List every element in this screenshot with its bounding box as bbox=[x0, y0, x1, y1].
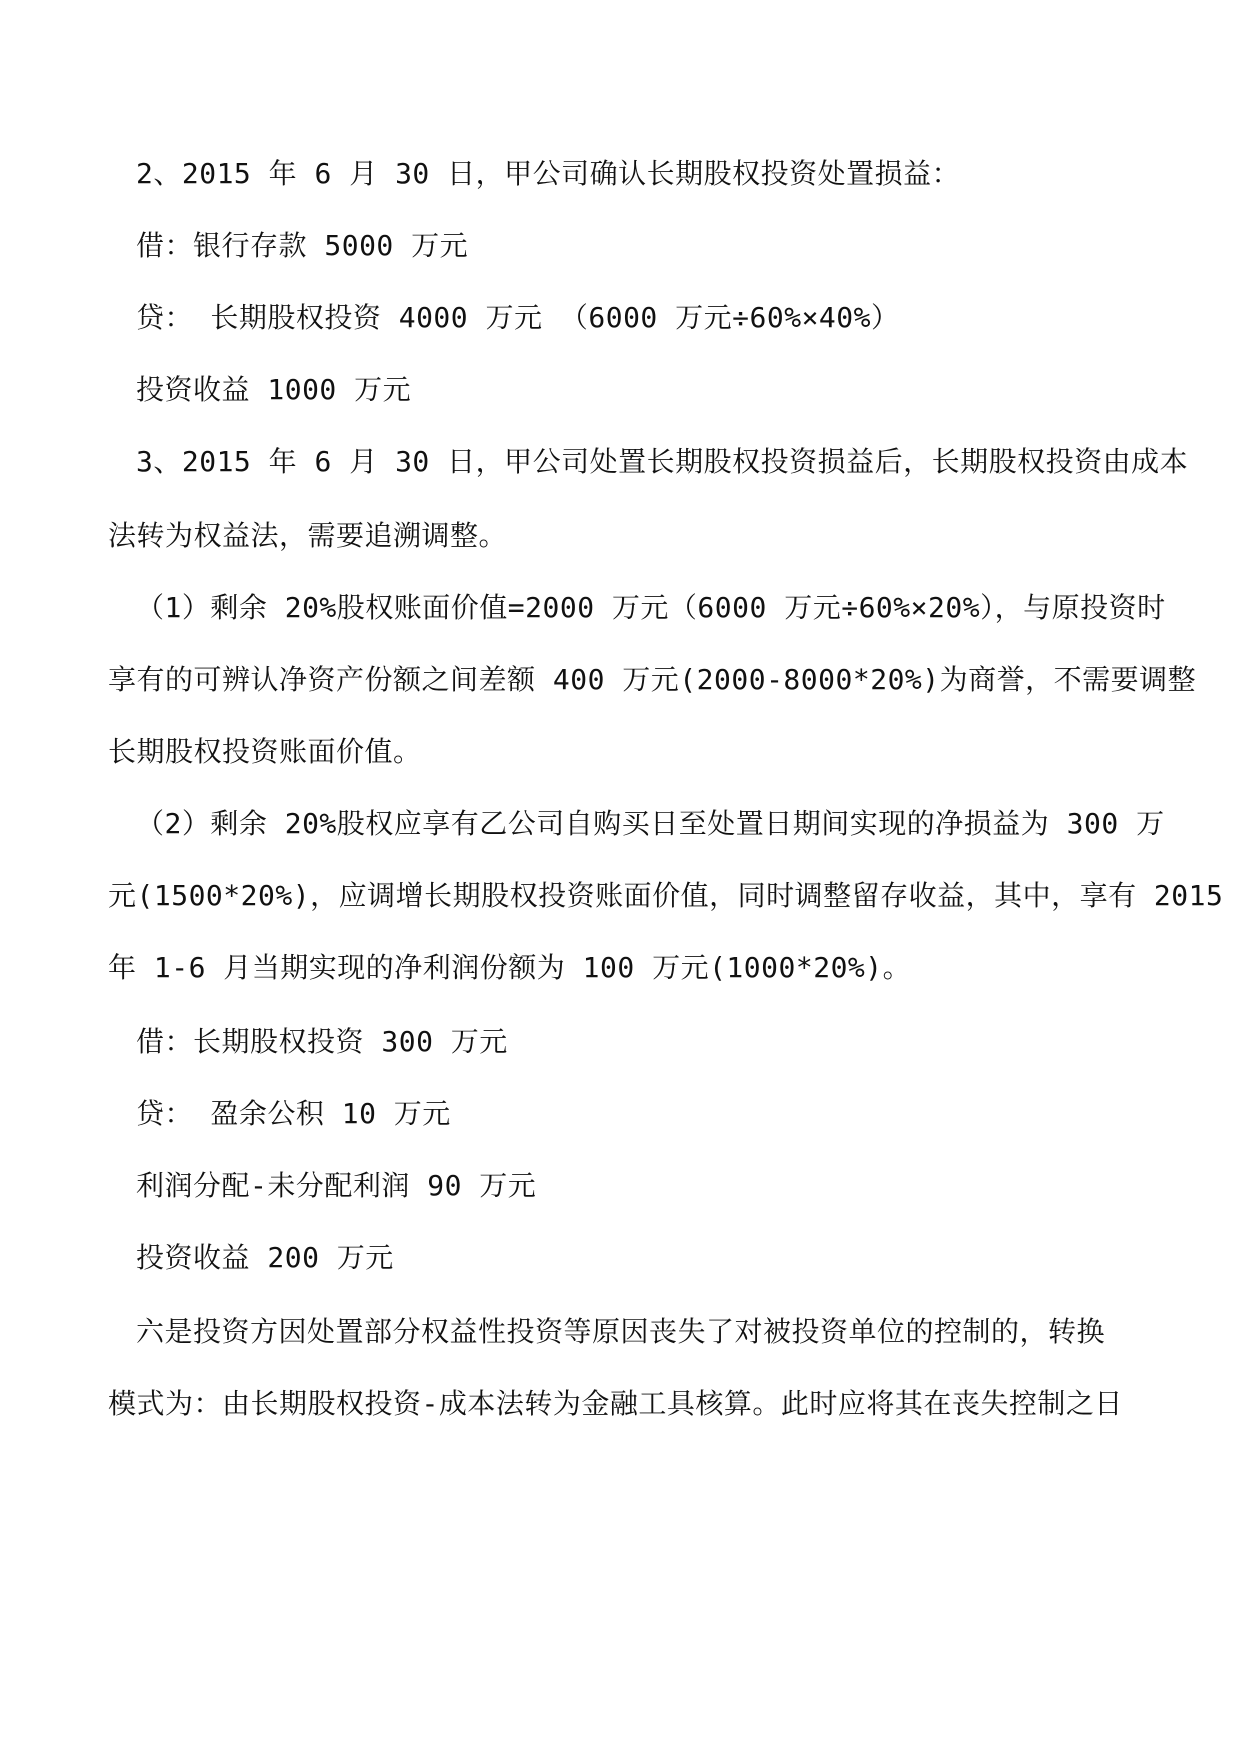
paragraph-line: 投资收益 1000 万元 bbox=[136, 373, 412, 406]
paragraph-line: 借：长期股权投资 300 万元 bbox=[136, 1025, 508, 1058]
paragraph-line: 贷： 盈余公积 10 万元 bbox=[136, 1097, 451, 1130]
paragraph-line: （1）剩余 20%股权账面价值=2000 万元（6000 万元÷60%×20%），与原投资时 bbox=[136, 591, 1166, 624]
paragraph-line: 长期股权投资账面价值。 bbox=[108, 735, 422, 768]
paragraph-line: 借：银行存款 5000 万元 bbox=[136, 229, 469, 262]
paragraph-line: 享有的可辨认净资产份额之间差额 400 万元(2000-8000*20%)为商誉，不需要调整 bbox=[108, 663, 1197, 696]
paragraph-line: 六是投资方因处置部分权益性投资等原因丧失了对被投资单位的控制的，转换 bbox=[136, 1315, 1106, 1348]
paragraph-line: 元(1500*20%)，应调增长期股权投资账面价值，同时调整留存收益，其中，享有 2015 bbox=[108, 879, 1224, 912]
paragraph-line: 投资收益 200 万元 bbox=[136, 1241, 394, 1274]
paragraph-line: 利润分配-未分配利润 90 万元 bbox=[136, 1169, 537, 1202]
paragraph-line: 法转为权益法，需要追溯调整。 bbox=[108, 519, 508, 552]
paragraph-line: 贷： 长期股权投资 4000 万元 （6000 万元÷60%×40%） bbox=[136, 301, 900, 334]
paragraph-line: 年 1-6 月当期实现的净利润份额为 100 万元(1000*20%)。 bbox=[108, 951, 912, 984]
paragraph-line: 模式为：由长期股权投资-成本法转为金融工具核算。此时应将其在丧失控制之日 bbox=[108, 1387, 1123, 1420]
paragraph-line: 2、2015 年 6 月 30 日，甲公司确认长期股权投资处置损益： bbox=[136, 157, 961, 190]
paragraph-line: 3、2015 年 6 月 30 日，甲公司处置长期股权投资损益后，长期股权投资由成本 bbox=[136, 445, 1189, 478]
paragraph-line: （2）剩余 20%股权应享有乙公司自购买日至处置日期间实现的净损益为 300 万 bbox=[136, 807, 1165, 840]
